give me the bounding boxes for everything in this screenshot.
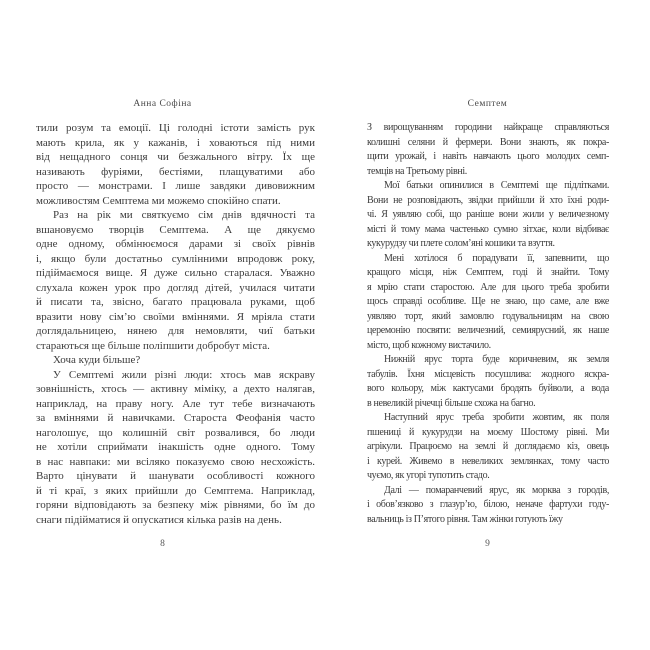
right-page <box>325 0 650 650</box>
text-line: й писати та, звісно, багато працювала руками, щоб <box>36 296 315 308</box>
text-line: наголошує, що колишній світ розвалився, бо люди <box>36 426 315 439</box>
text-line: просто — монстрами. І лише завдяки дивовижним <box>36 180 315 192</box>
text-line: місті й тому мама частенько сумно зітхає, коли відбиває <box>367 223 609 235</box>
right-page-text <box>367 121 609 527</box>
text-line: пшениці й кукурудзи на моєму Шостому рівні. Ми <box>367 426 609 438</box>
text-line: Раз на рік ми святкуємо сім днів вдячності та <box>53 209 315 221</box>
text-line: горяни відповідають за безпеку між рівнями, бо їм до <box>36 499 315 511</box>
text-line: за вміннями й навичками. Староста Феофанія часто <box>36 412 315 424</box>
text-line: З вирощуванням городини найкраще справляються <box>367 122 609 133</box>
text-line: уявляю торт, який замовлю годувальницям на свою <box>367 310 609 322</box>
text-line: кукурудзу чи плете солом’яні кошики та взуття. <box>367 238 555 249</box>
text-line: У Семптемі жили різні люди: хтось мав яскраву <box>53 368 315 381</box>
text-line: щити урожай, і навіть навчають цього молодих семп- <box>367 151 609 162</box>
text-line: одне одному, обмінюємося дарами зі своїх рівнів <box>36 238 315 250</box>
text-line: агрікули. Працюємо на землі й доглядаємо кіз, овець <box>367 441 609 452</box>
text-line: колишні селяни й фермери. Вони знають, як покра- <box>367 136 609 148</box>
text-line: в невеликій річечці більше схожа на багно. <box>367 397 536 409</box>
text-line: темців на Третьому рівні. <box>367 165 467 177</box>
text-line: я мрію стати старостою. Але для цього треба зробити <box>367 281 609 293</box>
text-line: мають крила, як у кажанів, і ховаються під ними <box>36 136 315 149</box>
text-line: Нижній ярус торта буде коричневим, як земля <box>384 354 609 365</box>
text-line: Вони не розповідають, звідки прийшли й хто їхні роди- <box>367 194 609 206</box>
text-line: Далі — помаранчевий ярус, як морква з городів, <box>384 484 609 496</box>
text-line: чуємо, як угорі тупотить стадо. <box>367 470 490 481</box>
text-line: вшановуємо творців Семптема. А ще дякуємо <box>36 223 315 236</box>
text-line: підіймаємося вище. Я дуже сильно старалася. Уважно <box>36 267 315 279</box>
text-line: щось справді особливе. Ще не знаю, що саме, але вже <box>367 296 609 307</box>
text-line: церемонію посвяти: величезний, семиярусний, як наше <box>367 325 609 336</box>
text-line: і, якщо були достатньо сумлінними впродовж року, <box>36 252 315 265</box>
text-line: називають фуріями, бестіями, плащуватими або <box>36 165 315 178</box>
text-line: місто, щоб кожному вистачило. <box>367 339 491 351</box>
text-line: в нас навпаки: ми всіляко показуємо свою несхожість. <box>36 455 315 468</box>
text-line: Мої батьки опинилися в Семптемі ще підлітками. <box>384 180 609 191</box>
text-line: чі. Я уявляю собі, що раніше вони жили у величезному <box>367 209 609 220</box>
text-line: снаги підійматися й опускатися кілька разів на день. <box>36 513 282 526</box>
text-line: не хотіли сприймати інакшість одне одного. Тому <box>36 441 315 453</box>
text-line: вразити нову сім’ю своїми вміннями. Я мріяла стати <box>36 310 315 323</box>
left-page-text <box>36 121 315 527</box>
running-header-author: Анна Софіна <box>133 99 192 109</box>
text-line: Мені хотілося б порадувати її, запевнити, що <box>384 252 609 264</box>
text-line: тили розум та емоції. Ці голодні істоти замість рук <box>36 122 315 134</box>
text-line: наприклад, на праву ногу. Але тут тебе визначають <box>36 397 315 410</box>
running-header-title: Семптем <box>467 99 508 109</box>
text-line: й ті краї, з яких прийшли до Семптема. Наприклад, <box>36 484 315 497</box>
text-line: стараються ще більше поліпшити добробут міста. <box>36 339 270 352</box>
text-line: вальниць із П’ятого рівня. Там жінки готують їжу <box>367 513 563 525</box>
text-line: зовнішність, хтось — активну міміку, а дехто налягав, <box>36 383 315 395</box>
text-line: вого кольору, між кактусами бродять буйволи, а вода <box>367 383 609 394</box>
text-line: Наступний ярус треба зробити жовтим, як поля <box>384 412 609 423</box>
page-number-left: 8 <box>160 539 165 549</box>
text-line: можливостям Семптема ми можемо спокійно спати. <box>36 194 281 207</box>
text-line: Хоча куди більше? <box>53 354 141 366</box>
text-line: слухала кожен урок про догляд дітей, училася читати <box>36 281 315 294</box>
text-line: кращого місця, ніж Семптем, годі й знайти. Тому <box>367 267 609 278</box>
text-line: і курей. Живемо в невеликих землянках, тому часто <box>367 455 609 467</box>
text-line: і обов’язково з глазур’ю, білою, неначе фартухи году- <box>367 499 609 510</box>
text-line: Варто цінувати й шанувати особливості кожного <box>36 470 315 482</box>
text-line: від нещадного сонця чи безжального вітру. Їх ще <box>36 151 315 163</box>
text-line: табулів. Їхня місцевість посушлива: жодного яскра- <box>367 368 609 380</box>
page-number-right: 9 <box>485 539 490 549</box>
text-line: доглядальницею, нянею для немовляти, чиї батьки <box>36 325 315 337</box>
